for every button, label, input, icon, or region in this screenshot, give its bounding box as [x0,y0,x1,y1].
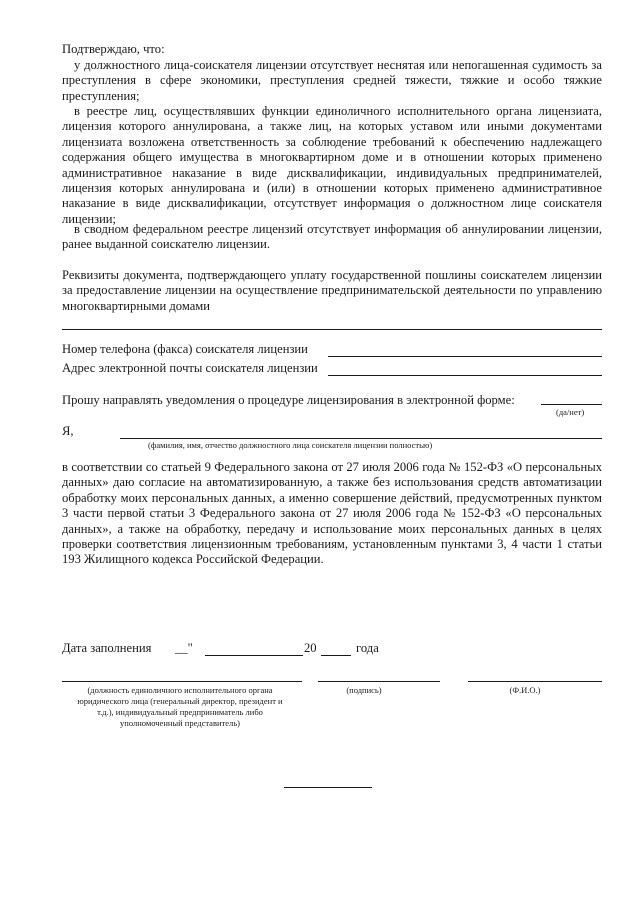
confirm-heading: Подтверждаю, что: [62,42,165,56]
signature-field[interactable] [318,681,440,682]
consent-text: в соответствии со статьей 9 Федерального закона от 27 июля 2006 года № 152-ФЗ «О персональных данных» даю согласие на автоматизированную, а также без использования средств автоматизации обработку моих персональных данных, а именно совершение действий, предусмотренных пунктом 3 части первой статьи 3 Федерального закона от 27 июля 2006 года № 152-ФЗ «О персональных данных», а также на обработку, передачу и использование моих персональных данных в целях проверки соответствия лицензионным требованиям, установленным пунктами 3, 4 части 1 статьи 193 Жилищного кодекса Российской Федерации. [62,460,602,567]
confirm-item-registry: в реестре лиц, осуществлявших функции единоличного исполнительного органа лицензиата, лицензия которого аннулирована, а также лиц, на которых уставом или иными документами лицензиата возложена ответственность за соблюдение требований к обеспечению надлежащего содержания общего имущества в многоквартирном доме и в отношении которых применено административное наказание в виде дисквалификации, индивидуальных предпринимателей, лицензия которых аннулирована и (или) в отношении которых применено административное наказание в виде дисквалификации, отсутствует информация о должностном лице соискателя лицензии; [62,104,602,226]
date-label: Дата заполнения [62,641,152,655]
fio-field[interactable] [468,681,602,682]
signature-hint: (подпись) [346,685,382,695]
email-label: Адрес электронной почты соискателя лицензии [62,361,318,375]
confirm-item-summary-registry: в сводном федеральном реестре лицензий отсутствует информация об аннулировании лицензии, ранее выданной соискателю лицензии. [62,222,602,252]
notify-hint: (да/нет) [556,407,585,417]
date-year-field[interactable] [321,655,351,656]
phone-label: Номер телефона (факса) соискателя лицензии [62,342,308,356]
closing-divider [284,787,372,788]
date-month-field[interactable] [205,655,303,656]
full-name-field[interactable] [120,438,602,439]
fee-requisites-text: Реквизиты документа, подтверждающего уплату государственной пошлины соискателем лицензии за предоставление лицензии на осуществление предпринимательской деятельности по управлению многоквартирными домами [62,268,602,313]
fee-requisites-field[interactable] [62,329,602,330]
position-field[interactable] [62,681,302,682]
fio-hint: (Ф.И.О.) [509,685,541,695]
date-year-suffix: года [356,641,379,655]
date-century: 20 [304,641,317,655]
full-name-hint: (фамилия, имя, отчество должностного лица соискателя лицензии полностью) [148,440,433,450]
position-hint: (должность единоличного исполнительного органа юридического лица (генеральный директор, президент и т.д.), индивидуальный предприниматель либо уполномоченный представитель) [77,685,283,728]
phone-field[interactable] [328,356,602,357]
notify-label: Прошу направлять уведомления о процедуре лицензирования в электронной форме: [62,393,515,407]
notify-field[interactable] [541,404,602,405]
email-field[interactable] [328,375,602,376]
confirm-item-criminal-record: у должностного лица-соискателя лицензии отсутствует неснятая или непогашенная судимость за преступления в сфере экономики, преступления средней тяжести, тяжкие и особо тяжкие преступления; [62,58,602,103]
consent-ya: Я, [62,424,74,438]
date-day: __" [175,641,193,655]
